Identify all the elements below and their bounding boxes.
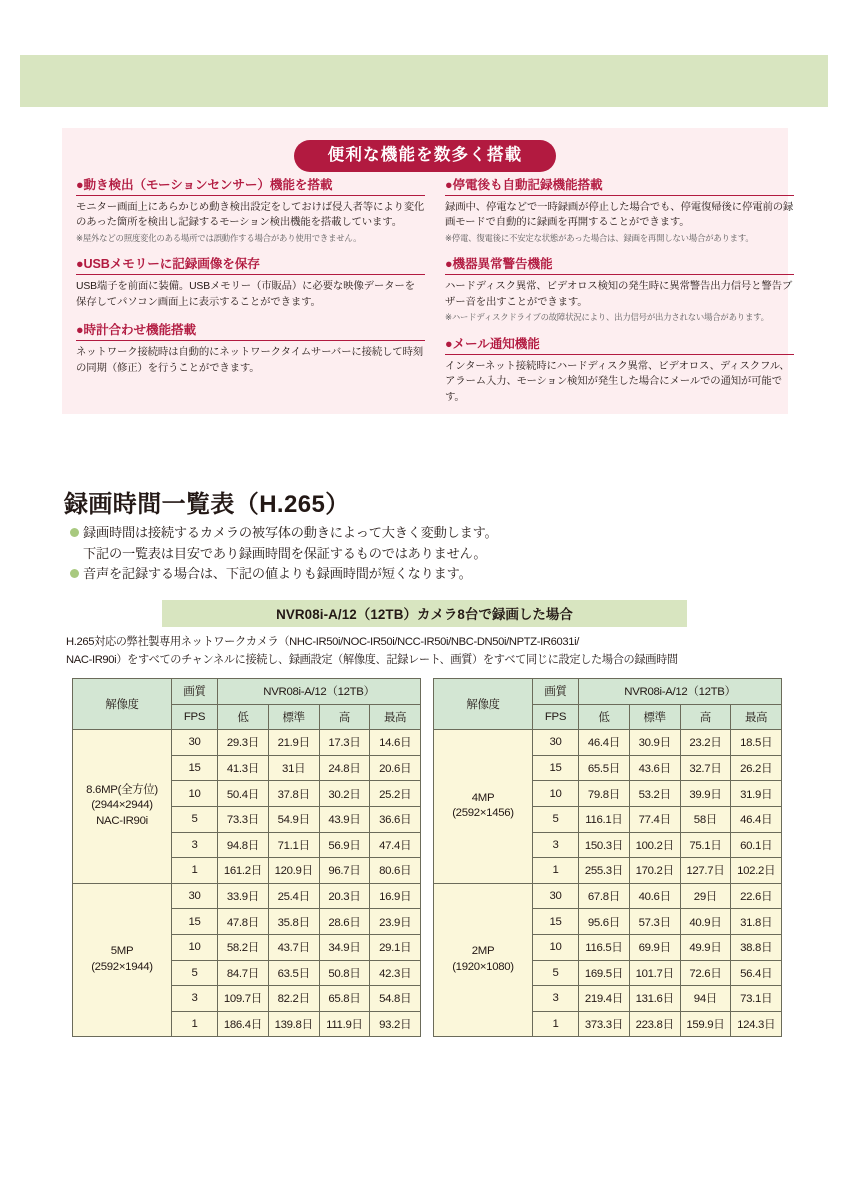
fps-cell: 5 xyxy=(172,960,218,986)
value-cell: 31.8日 xyxy=(731,909,782,935)
features-right-column xyxy=(445,174,794,414)
resolution-line: 4MP xyxy=(471,791,495,804)
header-quality-high: 高 xyxy=(319,704,370,730)
bullet-dot-icon xyxy=(70,569,79,578)
model-strip-label: NVR08i-A/12（12TB）カメラ8台で録画した場合 xyxy=(162,600,687,627)
features-left-column xyxy=(76,174,425,414)
value-cell: 95.6日 xyxy=(579,909,630,935)
value-cell: 38.8日 xyxy=(731,934,782,960)
value-cell: 30.9日 xyxy=(629,730,680,756)
value-cell: 58日 xyxy=(680,806,731,832)
fps-cell: 1 xyxy=(172,1011,218,1037)
features-pill-wrap xyxy=(62,140,788,172)
feature-heading: ●時計合わせ機能搭載 xyxy=(76,319,425,341)
value-cell: 65.8日 xyxy=(319,986,370,1012)
fps-cell: 15 xyxy=(172,755,218,781)
table-row xyxy=(73,730,421,756)
value-cell: 22.6日 xyxy=(731,883,782,909)
value-cell: 67.8日 xyxy=(579,883,630,909)
value-cell: 28.6日 xyxy=(319,909,370,935)
value-cell: 73.1日 xyxy=(731,986,782,1012)
fps-cell: 5 xyxy=(533,960,579,986)
features-pill-title: 便利な機能を数多く搭載 xyxy=(294,140,557,172)
value-cell: 20.3日 xyxy=(319,883,370,909)
fps-cell: 1 xyxy=(172,858,218,884)
header-resolution: 解像度 xyxy=(73,679,172,730)
value-cell: 39.9日 xyxy=(680,781,731,807)
value-cell: 255.3日 xyxy=(579,858,630,884)
resolution-line: 2MP xyxy=(471,945,495,958)
value-cell: 29.3日 xyxy=(218,730,269,756)
fps-cell: 10 xyxy=(533,934,579,960)
resolution-line: NAC-IR90i xyxy=(96,815,148,828)
value-cell: 54.9日 xyxy=(268,806,319,832)
header-quality-highest: 最高 xyxy=(731,704,782,730)
value-cell: 77.4日 xyxy=(629,806,680,832)
feature-block-mail-notification xyxy=(445,333,794,405)
value-cell: 43.7日 xyxy=(268,934,319,960)
value-cell: 50.8日 xyxy=(319,960,370,986)
value-cell: 116.5日 xyxy=(579,934,630,960)
feature-body: USB端子を前面に装備。USBメモリー（市販品）に必要な映像データーを保存してパソコン画面上に表示することができます。 xyxy=(76,281,415,308)
features-panel xyxy=(62,128,794,414)
recording-table-left-wrap xyxy=(72,678,421,1037)
feature-heading: ●機器異常警告機能 xyxy=(445,253,794,275)
fps-cell: 15 xyxy=(533,755,579,781)
value-cell: 116.1日 xyxy=(579,806,630,832)
model-description-line-1: H.265対応の弊社製専用ネットワークカメラ（NHC-IR50i/NOC-IR50i/NCC-IR50i/NBC-DN50i/NPTZ-IR6031i/ xyxy=(66,636,579,648)
header-resolution: 解像度 xyxy=(434,679,533,730)
value-cell: 18.5日 xyxy=(731,730,782,756)
feature-body: ネットワーク接続時は自動的にネットワークタイムサーバーに接続して時刻の同期（修正）を行うことができます。 xyxy=(76,347,424,374)
value-cell: 26.2日 xyxy=(731,755,782,781)
resolution-line: 8.6MP(全方位) xyxy=(86,783,158,796)
value-cell: 150.3日 xyxy=(579,832,630,858)
value-cell: 42.3日 xyxy=(370,960,421,986)
table-body-right xyxy=(434,730,782,1037)
fps-cell: 1 xyxy=(533,858,579,884)
value-cell: 124.3日 xyxy=(731,1011,782,1037)
value-cell: 79.8日 xyxy=(579,781,630,807)
value-cell: 56.9日 xyxy=(319,832,370,858)
value-cell: 58.2日 xyxy=(218,934,269,960)
resolution-cell xyxy=(73,730,172,884)
value-cell: 29日 xyxy=(680,883,731,909)
header-quality-low: 低 xyxy=(218,704,269,730)
value-cell: 139.8日 xyxy=(268,1011,319,1037)
feature-note: ※ハードディスクドライブの故障状況により、出力信号が出力されない場合があります。 xyxy=(445,312,769,323)
feature-heading: ●USBメモリーに記録画像を保存 xyxy=(76,253,425,275)
value-cell: 94日 xyxy=(680,986,731,1012)
bullet-continuation: 下記の一覧表は目安であり録画時間を保証するものではありません。 xyxy=(83,545,487,561)
value-cell: 373.3日 xyxy=(579,1011,630,1037)
value-cell: 120.9日 xyxy=(268,858,319,884)
value-cell: 219.4日 xyxy=(579,986,630,1012)
table-head xyxy=(73,679,421,730)
value-cell: 30.2日 xyxy=(319,781,370,807)
recording-time-tables xyxy=(72,678,782,1037)
recording-table-right xyxy=(433,678,782,1037)
fps-cell: 1 xyxy=(533,1011,579,1037)
value-cell: 60.1日 xyxy=(731,832,782,858)
table-head xyxy=(434,679,782,730)
value-cell: 63.5日 xyxy=(268,960,319,986)
value-cell: 82.2日 xyxy=(268,986,319,1012)
header-quality-low: 低 xyxy=(579,704,630,730)
value-cell: 49.9日 xyxy=(680,934,731,960)
value-cell: 127.7日 xyxy=(680,858,731,884)
value-cell: 65.5日 xyxy=(579,755,630,781)
value-cell: 186.4日 xyxy=(218,1011,269,1037)
resolution-cell xyxy=(434,730,533,884)
fps-cell: 3 xyxy=(172,832,218,858)
section-bullets xyxy=(70,523,710,585)
value-cell: 131.6日 xyxy=(629,986,680,1012)
page-title: 録画時間一覧表（H.265） xyxy=(64,491,350,518)
header-quality-standard: 標準 xyxy=(629,704,680,730)
bullet-item xyxy=(70,564,710,585)
feature-heading: ●動き検出（モーションセンサー）機能を搭載 xyxy=(76,174,425,196)
value-cell: 21.9日 xyxy=(268,730,319,756)
value-cell: 73.3日 xyxy=(218,806,269,832)
value-cell: 37.8日 xyxy=(268,781,319,807)
value-cell: 23.9日 xyxy=(370,909,421,935)
fps-cell: 10 xyxy=(533,781,579,807)
header-quality-high: 高 xyxy=(680,704,731,730)
resolution-line: (2592×1944) xyxy=(91,961,153,974)
value-cell: 33.9日 xyxy=(218,883,269,909)
value-cell: 43.9日 xyxy=(319,806,370,832)
table-body-left xyxy=(73,730,421,1037)
feature-block-clock-sync xyxy=(76,319,425,376)
feature-body: 録画中、停電などで一時録画が停止した場合でも、停電復帰後に停電前の録画モードで自動的に録画を再開することができます。 xyxy=(445,202,794,229)
feature-note: ※停電、復電後に不安定な状態があった場合は、録画を再開しない場合があります。 xyxy=(445,232,754,243)
resolution-line: (1920×1080) xyxy=(452,961,514,974)
table-row xyxy=(73,883,421,909)
value-cell: 20.6日 xyxy=(370,755,421,781)
value-cell: 50.4日 xyxy=(218,781,269,807)
header-model-span: NVR08i-A/12（12TB） xyxy=(218,679,421,705)
fps-cell: 3 xyxy=(172,986,218,1012)
header-model-span: NVR08i-A/12（12TB） xyxy=(579,679,782,705)
feature-block-motion-detection xyxy=(76,174,425,244)
bullet-text: 録画時間は接続するカメラの被写体の動きによって大きく変動します。 xyxy=(83,525,498,540)
value-cell: 43.6日 xyxy=(629,755,680,781)
value-cell: 170.2日 xyxy=(629,858,680,884)
value-cell: 24.8日 xyxy=(319,755,370,781)
model-description xyxy=(66,633,796,669)
header-fps: FPS xyxy=(172,704,218,730)
value-cell: 69.9日 xyxy=(629,934,680,960)
value-cell: 75.1日 xyxy=(680,832,731,858)
value-cell: 41.3日 xyxy=(218,755,269,781)
feature-body: モニター画面上にあらかじめ動き検出設定をしておけば侵入者等により変化のあった箇所を検出し記録するモーション検出機能を搭載しています。 xyxy=(76,202,425,229)
value-cell: 32.7日 xyxy=(680,755,731,781)
table-row xyxy=(434,883,782,909)
fps-cell: 30 xyxy=(172,883,218,909)
value-cell: 102.2日 xyxy=(731,858,782,884)
value-cell: 101.7日 xyxy=(629,960,680,986)
table-header-row-top xyxy=(434,679,782,705)
value-cell: 46.4日 xyxy=(579,730,630,756)
value-cell: 25.4日 xyxy=(268,883,319,909)
value-cell: 169.5日 xyxy=(579,960,630,986)
value-cell: 96.7日 xyxy=(319,858,370,884)
value-cell: 94.8日 xyxy=(218,832,269,858)
feature-heading: ●停電後も自動記録機能搭載 xyxy=(445,174,794,196)
fps-cell: 30 xyxy=(533,883,579,909)
header-quality: 画質 xyxy=(533,679,579,705)
value-cell: 72.6日 xyxy=(680,960,731,986)
fps-cell: 15 xyxy=(533,909,579,935)
bullet-text: 音声を記録する場合は、下記の値よりも録画時間が短くなります。 xyxy=(83,566,472,582)
recording-table-right-wrap xyxy=(433,678,782,1037)
resolution-line: (2944×2944) xyxy=(91,799,153,812)
value-cell: 29.1日 xyxy=(370,934,421,960)
value-cell: 40.9日 xyxy=(680,909,731,935)
fps-cell: 5 xyxy=(533,806,579,832)
value-cell: 23.2日 xyxy=(680,730,731,756)
header-fps: FPS xyxy=(533,704,579,730)
value-cell: 80.6日 xyxy=(370,858,421,884)
value-cell: 109.7日 xyxy=(218,986,269,1012)
fps-cell: 15 xyxy=(172,909,218,935)
value-cell: 71.1日 xyxy=(268,832,319,858)
value-cell: 31.9日 xyxy=(731,781,782,807)
fps-cell: 10 xyxy=(172,934,218,960)
fps-cell: 5 xyxy=(172,806,218,832)
value-cell: 47.4日 xyxy=(370,832,421,858)
value-cell: 57.3日 xyxy=(629,909,680,935)
feature-block-power-failure-recovery xyxy=(445,174,794,244)
header-quality-highest: 最高 xyxy=(370,704,421,730)
value-cell: 159.9日 xyxy=(680,1011,731,1037)
feature-body: インターネット接続時にハードディスク異常、ビデオロス、ディスクフル、アラーム入力、モーション検知が発生した場合にメールでの通知が可能です。 xyxy=(445,360,790,403)
bullet-dot-icon xyxy=(70,528,79,537)
resolution-line: (2592×1456) xyxy=(452,807,514,820)
value-cell: 35.8日 xyxy=(268,909,319,935)
resolution-line: 5MP xyxy=(110,945,134,958)
value-cell: 25.2日 xyxy=(370,781,421,807)
feature-block-device-alarm xyxy=(445,253,794,323)
value-cell: 40.6日 xyxy=(629,883,680,909)
fps-cell: 3 xyxy=(533,832,579,858)
header-quality-standard: 標準 xyxy=(268,704,319,730)
header-quality: 画質 xyxy=(172,679,218,705)
value-cell: 47.8日 xyxy=(218,909,269,935)
value-cell: 53.2日 xyxy=(629,781,680,807)
fps-cell: 3 xyxy=(533,986,579,1012)
feature-heading: ●メール通知機能 xyxy=(445,333,794,355)
value-cell: 34.9日 xyxy=(319,934,370,960)
top-green-band xyxy=(20,55,828,107)
feature-note: ※屋外などの照度変化のある場所では誤動作する場合があり使用できません。 xyxy=(76,232,362,243)
resolution-cell xyxy=(73,883,172,1037)
value-cell: 14.6日 xyxy=(370,730,421,756)
value-cell: 31日 xyxy=(268,755,319,781)
feature-body: ハードディスク異常、ビデオロス検知の発生時に異常警告出力信号と警告ブザー音を出すことができます。 xyxy=(445,281,793,308)
value-cell: 161.2日 xyxy=(218,858,269,884)
value-cell: 16.9日 xyxy=(370,883,421,909)
value-cell: 46.4日 xyxy=(731,806,782,832)
value-cell: 17.3日 xyxy=(319,730,370,756)
fps-cell: 10 xyxy=(172,781,218,807)
value-cell: 111.9日 xyxy=(319,1011,370,1037)
value-cell: 56.4日 xyxy=(731,960,782,986)
feature-block-usb-memory xyxy=(76,253,425,310)
table-header-row-top xyxy=(73,679,421,705)
fps-cell: 30 xyxy=(172,730,218,756)
table-row xyxy=(434,730,782,756)
value-cell: 100.2日 xyxy=(629,832,680,858)
value-cell: 84.7日 xyxy=(218,960,269,986)
value-cell: 223.8日 xyxy=(629,1011,680,1037)
model-description-line-2: NAC-IR90i）をすべてのチャンネルに接続し、録画設定（解像度、記録レート、画質）をすべて同じに設定した場合の録画時間 xyxy=(66,654,678,667)
resolution-cell xyxy=(434,883,533,1037)
value-cell: 36.6日 xyxy=(370,806,421,832)
bullet-item xyxy=(70,523,710,544)
value-cell: 54.8日 xyxy=(370,986,421,1012)
recording-table-left xyxy=(72,678,421,1037)
fps-cell: 30 xyxy=(533,730,579,756)
features-columns xyxy=(62,174,794,414)
value-cell: 93.2日 xyxy=(370,1011,421,1037)
